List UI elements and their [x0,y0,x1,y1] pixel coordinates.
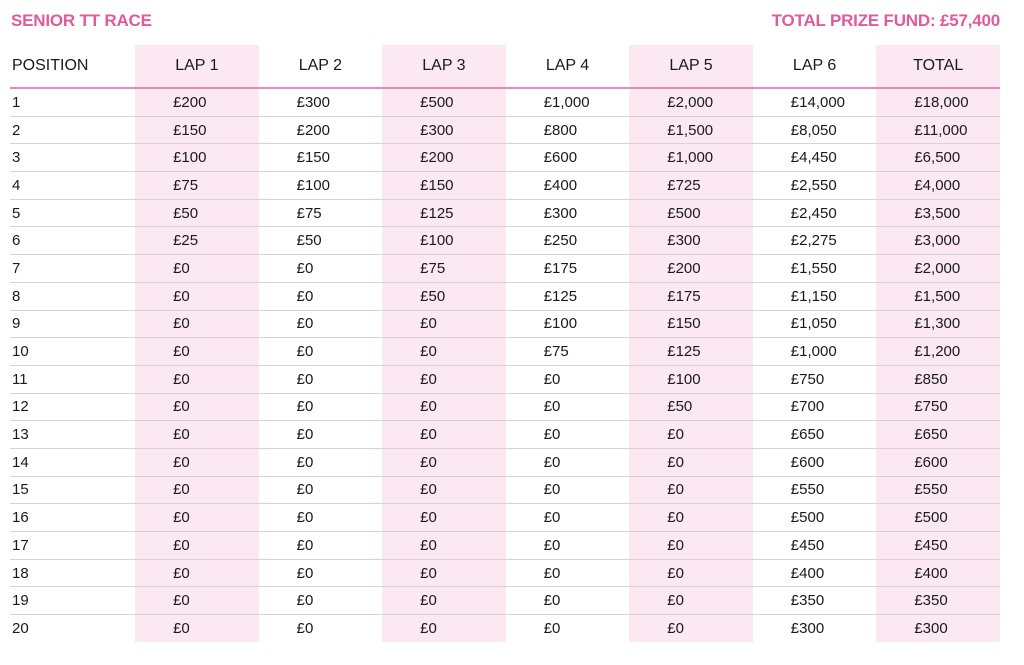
column-header-lap-3: LAP 3 [382,45,506,88]
column-header-position: POSITION [10,45,135,88]
column-header-lap-1: LAP 1 [135,45,259,88]
prize-cell: £75 [506,338,630,366]
prize-cell: £4,450 [753,144,877,172]
table-row [10,365,1000,393]
position-cell: 10 [10,338,135,366]
prize-cell: £1,200 [876,338,1000,366]
prize-cell: £50 [382,282,506,310]
prize-cell: £0 [629,476,753,504]
prize-cell: £150 [135,116,259,144]
prize-cell: £0 [135,365,259,393]
prize-cell: £4,000 [876,172,1000,200]
prize-cell: £725 [629,172,753,200]
position-cell: 8 [10,282,135,310]
prize-cell: £650 [753,421,877,449]
position-cell: 17 [10,532,135,560]
table-row [10,116,1000,144]
position-cell: 5 [10,199,135,227]
prize-cell: £0 [259,393,383,421]
prize-cell: £1,000 [753,338,877,366]
prize-cell: £300 [382,116,506,144]
position-cell: 14 [10,448,135,476]
prize-cell: £8,050 [753,116,877,144]
prize-cell: £500 [753,504,877,532]
table-row [10,88,1000,116]
prize-cell: £750 [753,365,877,393]
prize-cell: £0 [135,532,259,560]
prize-fund-total: TOTAL PRIZE FUND: £57,400 [771,11,1000,30]
prize-cell: £0 [382,504,506,532]
table-row [10,144,1000,172]
prize-cell: £750 [876,393,1000,421]
prize-cell: £600 [876,448,1000,476]
prize-cell: £0 [629,615,753,642]
prize-cell: £0 [629,448,753,476]
prize-cell: £450 [753,532,877,560]
prize-cell: £800 [506,116,630,144]
prize-cell: £125 [506,282,630,310]
prize-cell: £0 [629,532,753,560]
prize-cell: £850 [876,365,1000,393]
prize-cell: £300 [259,88,383,116]
prize-cell: £0 [506,532,630,560]
prize-cell: £0 [506,504,630,532]
table-row [10,282,1000,310]
prize-cell: £100 [629,365,753,393]
prize-cell: £50 [259,227,383,255]
prize-cell: £0 [382,587,506,615]
position-cell: 20 [12,619,29,637]
prize-cell: £100 [259,172,383,200]
table-row [10,338,1000,366]
prize-cell: £0 [135,310,259,338]
prize-cell: £0 [259,365,383,393]
prize-cell: £2,000 [876,255,1000,283]
prize-cell: £0 [629,504,753,532]
prize-cell: £0 [506,421,630,449]
prize-cell: £0 [259,282,383,310]
prize-cell: £2,450 [753,199,877,227]
prize-cell: £1,550 [753,255,877,283]
position-cell: 6 [10,227,135,255]
prize-cell: £0 [506,476,630,504]
prize-cell: £50 [135,199,259,227]
prize-cell: £0 [382,448,506,476]
prize-cell: £300 [790,619,825,637]
prize-cell: £400 [876,559,1000,587]
prize-cell: £50 [629,393,753,421]
prize-cell: £600 [506,144,630,172]
prize-cell: £0 [259,448,383,476]
prize-cell: £0 [382,338,506,366]
position-cell: 3 [10,144,135,172]
prize-cell: £400 [506,172,630,200]
position-cell: 4 [10,172,135,200]
prize-cell: £2,000 [629,88,753,116]
prize-cell: £6,500 [876,144,1000,172]
prize-cell: £0 [382,559,506,587]
prize-cell: £0 [382,476,506,504]
prize-cell: £150 [259,144,383,172]
prize-cell: £150 [629,310,753,338]
prize-cell: £125 [629,338,753,366]
prize-cell: £0 [382,421,506,449]
prize-cell: £650 [876,421,1000,449]
position-cell: 1 [10,88,135,116]
table-row [10,255,1000,283]
prize-cell: £0 [506,393,630,421]
prize-cell: £0 [382,310,506,338]
table-header-row [10,45,1000,88]
prize-cell: £700 [753,393,877,421]
column-header-lap-4: LAP 4 [506,45,630,88]
prize-cell: £125 [382,199,506,227]
table-row [10,199,1000,227]
prize-cell: £14,000 [753,88,877,116]
race-title: SENIOR TT RACE [11,11,152,30]
table-row [10,559,1000,587]
table-row [10,172,1000,200]
prize-cell: £0 [135,393,259,421]
prize-cell: £0 [135,504,259,532]
table-row [10,310,1000,338]
prize-cell: £0 [382,365,506,393]
prize-cell: £0 [382,393,506,421]
prize-cell: £75 [382,255,506,283]
table-row [10,227,1000,255]
prize-cell: £1,000 [506,88,630,116]
prize-table [10,45,1000,642]
prize-cell: £0 [506,559,630,587]
position-cell: 12 [10,393,135,421]
prize-cell: £300 [506,199,630,227]
prize-cell: £100 [135,144,259,172]
prize-cell: £200 [259,116,383,144]
prize-cell: £550 [753,476,877,504]
prize-cell: £0 [135,615,259,642]
position-cell: 13 [10,421,135,449]
prize-cell: £0 [382,532,506,560]
prize-cell: £0 [259,587,383,615]
prize-cell: £0 [135,421,259,449]
position-cell: 18 [10,559,135,587]
table-row [10,532,1000,560]
prize-cell: £200 [629,255,753,283]
prize-cell: £0 [506,587,630,615]
prize-cell: £0 [135,587,259,615]
position-cell: 15 [10,476,135,504]
prize-cell: £200 [135,88,259,116]
prize-cell: £3,000 [876,227,1000,255]
prize-cell: £1,300 [876,310,1000,338]
table-row [10,476,1000,504]
prize-cell: £550 [876,476,1000,504]
table-row [10,393,1000,421]
prize-cell: £0 [259,504,383,532]
prize-cell: £75 [259,199,383,227]
prize-cell: £600 [753,448,877,476]
prize-cell: £25 [135,227,259,255]
prize-cell: £0 [135,448,259,476]
prize-cell: £0 [135,559,259,587]
prize-cell: £0 [259,476,383,504]
prize-cell: £1,500 [876,282,1000,310]
table-row [10,421,1000,449]
prize-cell: £0 [135,476,259,504]
prize-cell: £1,500 [629,116,753,144]
position-cell: 2 [10,116,135,144]
prize-cell: £0 [259,338,383,366]
column-header-lap-2: LAP 2 [259,45,383,88]
prize-cell: £200 [382,144,506,172]
title-row [11,11,1000,35]
prize-cell: £0 [382,615,506,642]
prize-cell: £3,500 [876,199,1000,227]
prize-cell: £0 [259,421,383,449]
prize-cell: £350 [753,587,877,615]
prize-cell: £350 [876,587,1000,615]
prize-cell: £100 [382,227,506,255]
column-header-total: TOTAL [876,45,1000,88]
column-header-lap-5: LAP 5 [629,45,753,88]
prize-cell: £0 [296,619,314,637]
position-cell: 7 [10,255,135,283]
prize-cell: £2,275 [753,227,877,255]
prize-cell: £400 [753,559,877,587]
prize-cell: £0 [259,532,383,560]
prize-cell: £0 [259,310,383,338]
position-cell: 9 [10,310,135,338]
prize-cell: £0 [135,255,259,283]
prize-cell: £150 [382,172,506,200]
table-row [10,615,1000,642]
prize-cell: £11,000 [876,116,1000,144]
prize-cell: £0 [135,338,259,366]
table-row [10,587,1000,615]
prize-cell: £175 [506,255,630,283]
prize-cell: £500 [876,504,1000,532]
prize-cell: £0 [506,448,630,476]
prize-cell: £1,000 [629,144,753,172]
prize-cell: £0 [629,421,753,449]
prize-cell: £2,550 [753,172,877,200]
column-header-lap-6: LAP 6 [753,45,877,88]
prize-cell: £100 [506,310,630,338]
prize-cell: £0 [259,559,383,587]
table-body [10,88,1000,642]
prize-cell: £18,000 [876,88,1000,116]
prize-cell: £1,050 [753,310,877,338]
prize-cell: £1,150 [753,282,877,310]
prize-cell: £500 [629,199,753,227]
prize-cell: £0 [629,587,753,615]
prize-cell: £0 [259,255,383,283]
prize-cell: £0 [135,282,259,310]
prize-cell: £500 [382,88,506,116]
table-row [10,504,1000,532]
prize-cell: £0 [543,619,561,637]
prize-cell: £300 [876,615,1000,642]
prize-cell: £300 [629,227,753,255]
position-cell: 11 [10,365,135,393]
prize-cell: £450 [876,532,1000,560]
prize-cell: £250 [506,227,630,255]
prize-cell: £175 [629,282,753,310]
table-row [10,448,1000,476]
position-cell: 19 [10,587,135,615]
position-cell: 16 [10,504,135,532]
prize-cell: £0 [629,559,753,587]
prize-cell: £75 [135,172,259,200]
prize-cell: £0 [506,365,630,393]
